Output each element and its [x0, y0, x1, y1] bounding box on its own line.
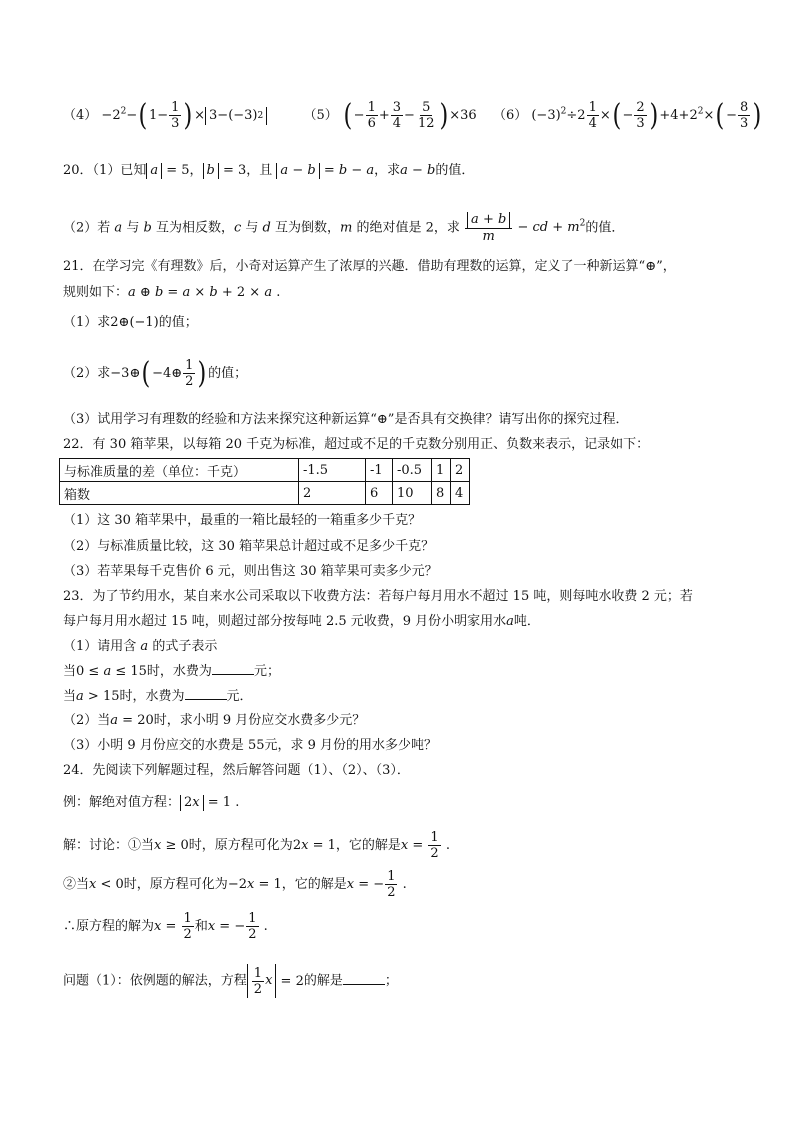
q20-p1-text: 20．（1）已知	[63, 163, 147, 178]
q24-example-eq: 2x = 1 .	[180, 795, 239, 810]
q21-rule-expr: a ⊕ b = a × b + 2 × a .	[128, 285, 281, 300]
q21-p1-text-b: 的值；	[158, 315, 198, 330]
q21-intro: 21．在学习完《有理数》后，小奇对运算产生了浓厚的兴趣．借助有理数的运算，定义了一种新运算“⊕”，	[63, 259, 676, 274]
q20-p2-text-b: 与	[126, 220, 140, 236]
q21-p2-expr: −3⊕(−4⊕ $\frac{1}{2}$ )	[110, 355, 207, 391]
q20-var-a: a	[114, 220, 123, 236]
q23-intro-text: 每户每月用水超过 15 吨，则超过部分按每吨 2.5 元收费，9 月份小明家用水	[63, 614, 507, 629]
q24-conc-ans1: x = $\frac{1}{2}$	[154, 911, 192, 942]
q23-p2-cond: a = 20	[110, 713, 154, 728]
q23-p2-text-b: 时，求小明 9 月份应交水费多少元？	[153, 713, 366, 728]
q20-p2-text-e: 互为倒数，	[275, 220, 341, 236]
q19-line	[63, 97, 762, 133]
q20-p1-expr: a − b	[400, 163, 436, 178]
q23-case2-blank	[185, 687, 227, 700]
q24-conc-ans2: x = − $\frac{1}{2}$ .	[207, 911, 268, 942]
q23-var-a: a	[506, 614, 514, 629]
q24-conc-text-b: 和	[194, 919, 208, 934]
q24-q1-text-b: 的解是	[303, 973, 343, 989]
q24-solution-1	[63, 829, 754, 863]
table-row	[60, 482, 470, 505]
table-row-header: 箱数	[60, 482, 299, 505]
q20-p2-text-g: 的值．	[585, 220, 625, 236]
table-row-header: 与标准质量的差（单位：千克）	[60, 459, 299, 482]
q22-part1: （1）这 30 箱苹果中，最重的一箱比最轻的一箱重多少千克？	[63, 513, 422, 528]
q23-case1-text-a: 当	[63, 664, 77, 679]
q20-p2-text-d: 与	[245, 220, 259, 236]
q23-case1-cond: 0 ≤ a ≤ 15	[76, 664, 147, 679]
q20-p2-text-c: 互为相反数，	[155, 220, 234, 236]
q24-example-label: 例：解绝对值方程：	[63, 795, 181, 810]
table-cell: 2	[451, 459, 470, 482]
q24-conclusion	[63, 910, 754, 944]
q20-var-c: c	[233, 220, 242, 236]
table-cell: 2	[299, 482, 366, 505]
q23-case1-text-c: 元；	[253, 664, 280, 679]
q19-p4-expr: $-2^2-(1-$ $\frac{1}{3}$ )× 3−(−3) 2	[101, 108, 267, 123]
table-cell: 4	[451, 482, 470, 505]
q20-var-d: d	[262, 220, 271, 236]
q23-part3: （3）小明 9 月份应交的水费是 55元，求 9 月份的用水多少吨？	[63, 738, 438, 753]
q24-sol1-text-c: ，它的解是	[335, 838, 401, 853]
q23-var-a: a	[140, 639, 149, 654]
q22-part3: （3）若苹果每千克售价 6 元，则出售这 30 箱苹果可卖多少元？	[63, 564, 438, 579]
q24-sol2-cond: x < 0	[89, 877, 124, 892]
q21-part2	[63, 357, 754, 391]
q20-p1-text-b: ，求	[374, 163, 401, 178]
q24-example	[63, 794, 754, 812]
q24-q1-blank	[343, 972, 385, 985]
q21-rule	[63, 284, 754, 302]
table-cell: -1.5	[299, 459, 366, 482]
q19-p5-label: （5）	[303, 108, 338, 123]
q20-p2-text-a: （2）若	[63, 220, 111, 236]
q21-p1-expr: 2⊕(−1)	[110, 315, 159, 330]
table-cell: 8	[432, 482, 451, 505]
q23-p1-text-b: 的式子表示	[152, 639, 218, 654]
table-cell: 10	[393, 482, 432, 505]
q23-case1-text-b: 时，水费为	[146, 664, 212, 679]
q23-part2	[63, 712, 754, 730]
q24-sol1-text-a: 解：讨论：①当	[63, 838, 155, 853]
q23-case1	[63, 662, 754, 681]
q23-part1	[63, 638, 754, 656]
table-cell: 1	[432, 459, 451, 482]
q24-sol1-cond: x ≥ 0	[154, 838, 189, 853]
q23-intro-line1: 23．为了节约用水，某自来水公司采取以下收费方法：若每户每月用水不超过 15 吨，则每吨水收费 2 元；若	[63, 589, 693, 604]
q23-p1-text-a: （1）请用含	[63, 639, 137, 654]
q21-p1-text-a: （1）求	[63, 315, 111, 330]
q20-part2	[63, 207, 754, 245]
q21-part1	[63, 314, 754, 332]
q20-p2-expr: $\frac{a + b}{m}$ − cd + $m^2$	[464, 220, 585, 235]
q24-sol2-text-b: 时，原方程可化为	[123, 877, 228, 892]
q22-part2: （2）与标准质量比较，这 30 箱苹果总计超过或不足多少千克？	[63, 539, 435, 554]
q20-p1-text-c: 的值．	[435, 163, 475, 178]
q23-intro-text-b: 吨．	[513, 614, 540, 629]
q21-p2-text-b: 的值；	[208, 366, 248, 381]
q24-q1-eq: $\frac{1}{2}$ x = 2	[247, 974, 304, 989]
q23-case2-text-a: 当	[63, 689, 77, 704]
q24-sol2-text-a: ②当	[63, 877, 90, 892]
q24-sol2-ans: x = − $\frac{1}{2}$ .	[346, 869, 407, 900]
q23-case2-cond: a > 15	[76, 689, 120, 704]
q21-rule-label: 规则如下：	[63, 285, 129, 300]
q24-intro: 24．先阅读下列解题过程，然后解答问题（1）、（2）、（3）．	[63, 763, 410, 778]
q23-case1-blank	[212, 662, 254, 675]
q24-solution-2	[63, 868, 754, 902]
q23-case2	[63, 687, 754, 706]
q23-p2-text-a: （2）当	[63, 713, 111, 728]
q24-q1-text-c: ；	[384, 973, 398, 989]
q23-case2-text-c: 元．	[226, 689, 253, 704]
q23-case2-text-b: 时，水费为	[119, 689, 185, 704]
table-cell: 6	[366, 482, 393, 505]
table-row	[60, 459, 470, 482]
q19-p4-label: （4）	[63, 108, 98, 123]
q19-p5-expr: (− $\frac{1}{6}$ + $\frac{3}{4}$ − $\frac{5}{12}$ )×36	[343, 97, 477, 133]
q24-question-1	[63, 964, 754, 999]
table-cell: -0.5	[393, 459, 432, 482]
q22-intro: 22．有 30 箱苹果，以每箱 20 千克为标准，超过或不足的千克数分别用正、负数来表示，记录如下：	[63, 437, 650, 452]
q20-p1-cond: a = 5， b = 3，且 a − b = b − a	[146, 163, 374, 178]
q21-p2-text-a: （2）求	[63, 366, 111, 381]
q19-p6-label: （6）	[492, 108, 528, 123]
q24-sol2-text-c: ，它的解是	[281, 877, 347, 892]
q23-intro-line2	[63, 613, 754, 631]
q20-var-m: m	[340, 220, 353, 236]
q24-conc-text-a: ∴原方程的解为	[63, 919, 155, 934]
q20-p2-text-f: 的绝对值是 2，求	[356, 220, 460, 236]
q21-part3: （3）试用学习有理数的经验和方法来探究这种新运算“⊕”是否具有交换律？请写出你的探究过程．	[63, 412, 629, 427]
q20-part1	[63, 162, 754, 180]
q24-sol1-text-b: 时，原方程可化为	[188, 838, 293, 853]
q20-var-b: b	[143, 220, 152, 236]
q22-table	[59, 458, 470, 505]
q24-sol1-eq: 2x = 1	[292, 838, 336, 853]
q24-sol1-ans: x = $\frac{1}{2}$ .	[400, 830, 450, 861]
q19-p6-expr: $(-3)^2\div 2$ $\frac{1}{4}$ ×(− $\frac{2}{3}$ )$+4+2^2\times(-$ $\frac{8}{3}$ )	[531, 97, 762, 133]
q24-q1-text-a: 问题（1）：依例题的解法，方程	[63, 973, 247, 989]
q24-sol2-eq: −2x = 1	[227, 877, 282, 892]
table-cell: -1	[366, 459, 393, 482]
